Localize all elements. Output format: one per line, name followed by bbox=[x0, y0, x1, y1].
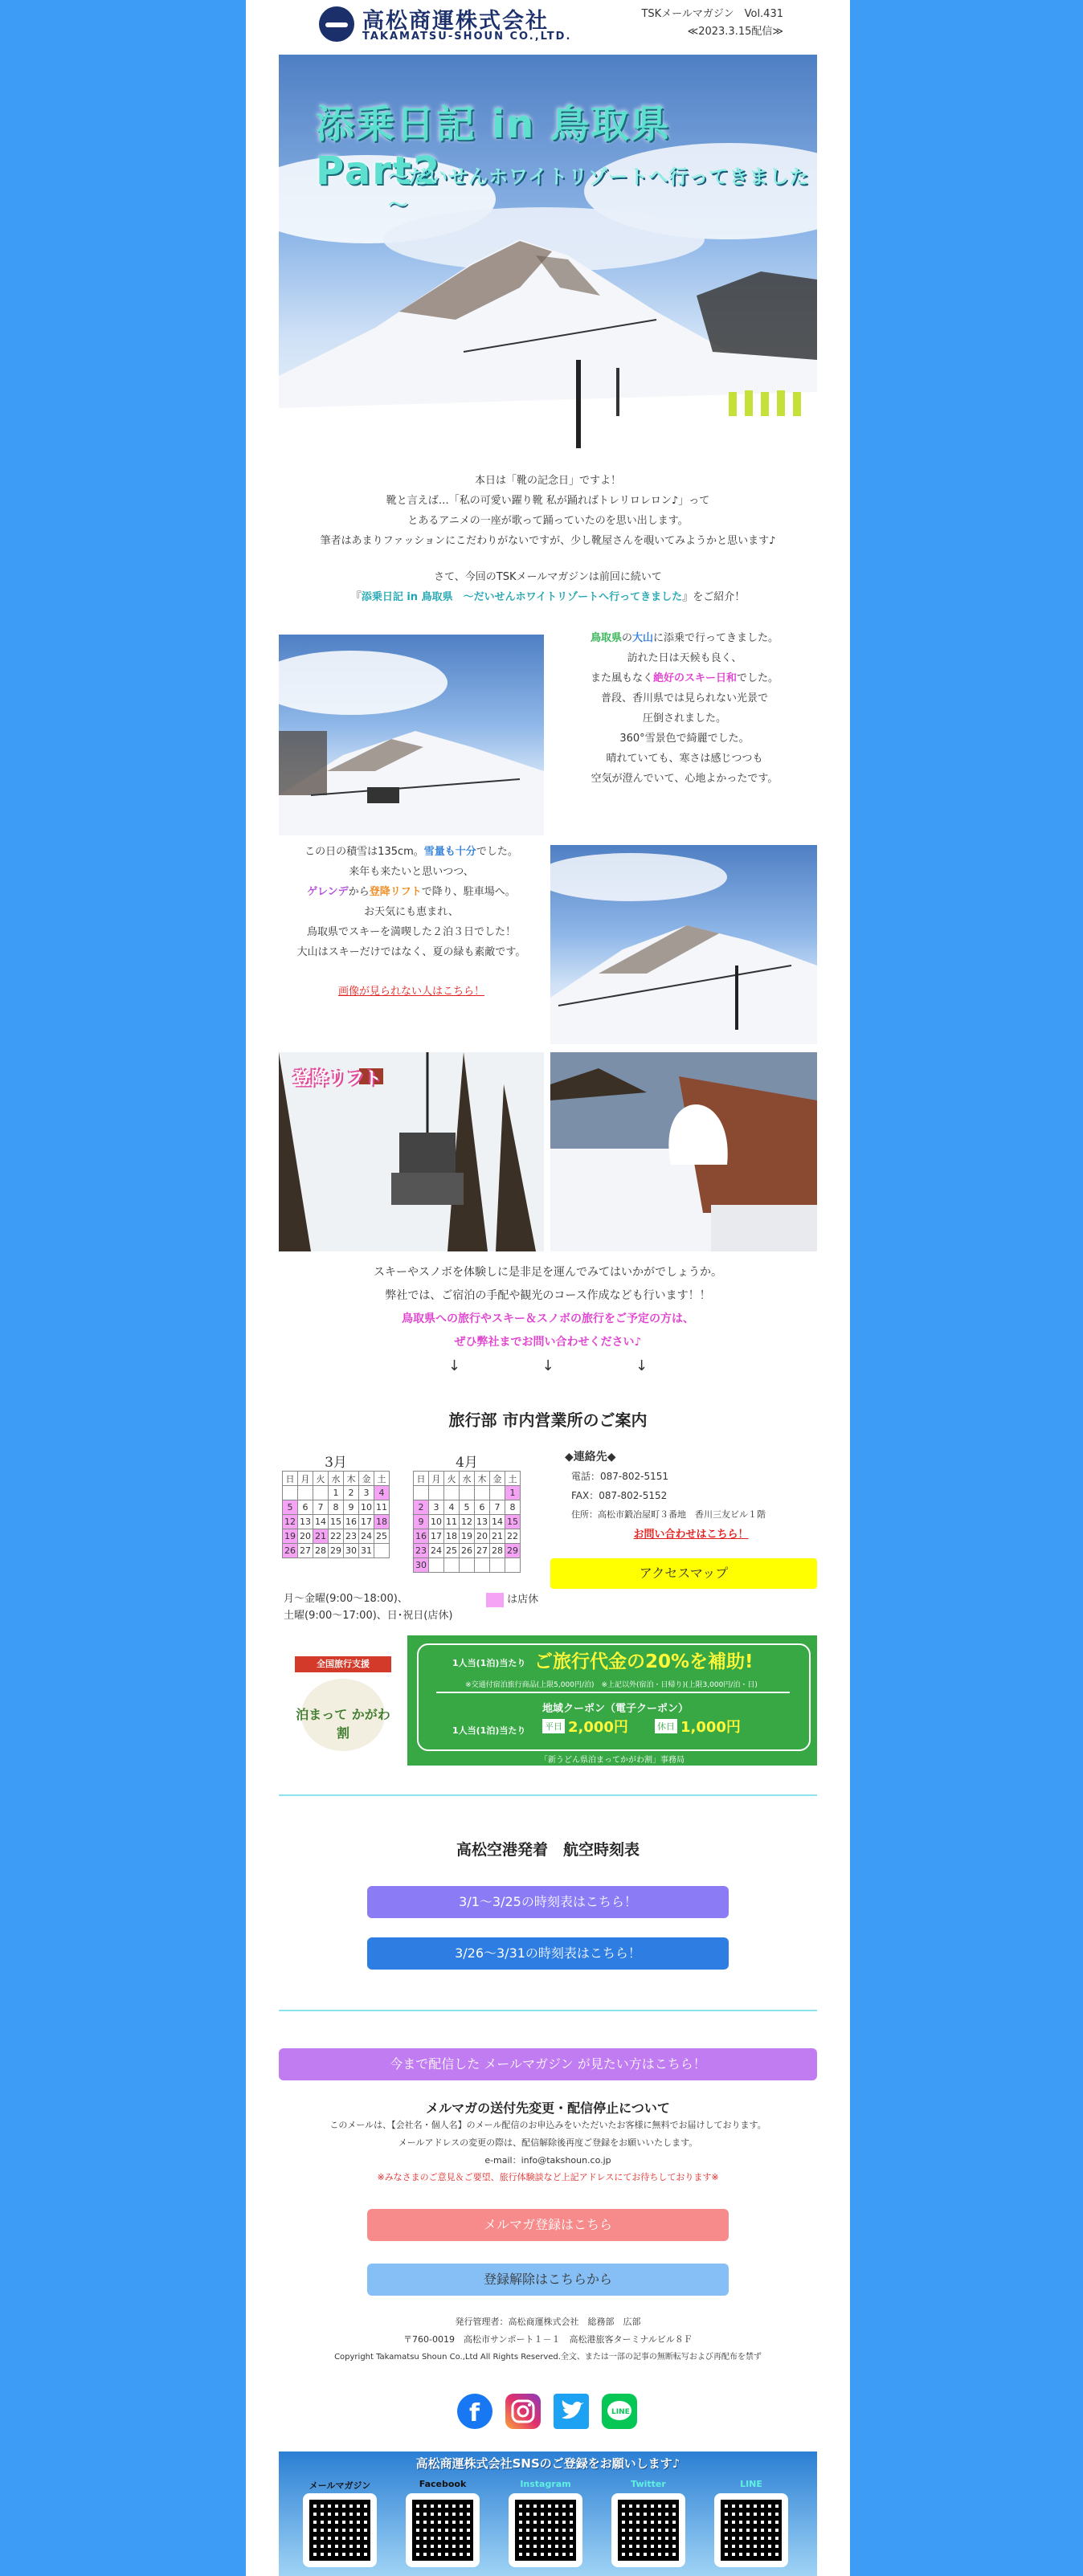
calendar-day: 20 bbox=[475, 1529, 490, 1544]
calendar-day: 29 bbox=[329, 1544, 344, 1558]
weekday-header: 水 bbox=[460, 1472, 475, 1486]
calendar-day bbox=[298, 1486, 313, 1500]
photo-lift-ride bbox=[279, 1052, 544, 1251]
block1-text: 鳥取県の大山に添乗で行ってきました。 訪れた日は天候も良く、 また風もなく絶好のスキー日和でした。 普段、香川県では見られない光景で 圧倒されました。 360°雪景色で綺麗でした。 晴れていても、寒さは感じつつも 空気が澄んでいて、心地よかったです。 bbox=[590, 632, 779, 785]
calendar-day: 21 bbox=[490, 1529, 505, 1544]
calendar-day: 14 bbox=[490, 1515, 505, 1529]
calendar-day: 21 bbox=[313, 1529, 329, 1544]
calendar-day: 23 bbox=[344, 1529, 359, 1544]
weekday-header: 土 bbox=[505, 1472, 521, 1486]
calendar-day: 16 bbox=[344, 1515, 359, 1529]
weekday-header: 水 bbox=[329, 1472, 344, 1486]
image-fallback-link[interactable]: 画像が見られない人はこちら！ bbox=[337, 986, 484, 998]
contact-email: e-mail：info@takshoun.co.jp bbox=[484, 2155, 611, 2166]
hero-subtitle: ～だいせんホワイトリゾートへ行ってきました～ bbox=[388, 165, 810, 216]
weekday-header: 木 bbox=[475, 1472, 490, 1486]
contact-info: ◆連絡先◆ 電話：087-802-5151 FAX：087-802-5152 住所：高松市鍛冶屋町３番地 香川三友ビル１階 お問い合わせはこちら！ bbox=[565, 1451, 766, 1541]
calendar-day: 4 bbox=[444, 1500, 460, 1515]
calendar-day bbox=[444, 1486, 460, 1500]
campaign-headline: ご旅行代金の20%を補助! bbox=[534, 1651, 754, 1672]
office-title: 旅行部 市内営業所のご案内 bbox=[448, 1410, 648, 1430]
twitter-icon[interactable] bbox=[554, 2394, 589, 2429]
calendar-day bbox=[460, 1486, 475, 1500]
article-title-highlight: 添乗日記 in 鳥取県 ～だいせんホワイトリゾートへ行ってきました bbox=[361, 591, 683, 603]
calendar-day: 8 bbox=[505, 1500, 521, 1515]
newsletter-register-button[interactable]: メルマガ登録はこちら bbox=[367, 2209, 729, 2241]
section-divider bbox=[279, 1794, 817, 1796]
intro-text bbox=[279, 471, 817, 607]
intro-line: 筆者はあまりファッションにこだわりがないですが、少し靴屋さんを覗いてみようかと思います♪ bbox=[320, 535, 776, 547]
timetable-button-early[interactable]: 3/1～3/25の時刻表はこちら！ bbox=[367, 1886, 729, 1918]
calendar-day: 17 bbox=[429, 1529, 444, 1544]
calendar-day: 6 bbox=[298, 1500, 313, 1515]
arrow-row: ↓ ↓ ↓ bbox=[448, 1357, 648, 1374]
calendar-day: 23 bbox=[414, 1544, 429, 1558]
calendar-day: 7 bbox=[313, 1500, 329, 1515]
weekday-header: 火 bbox=[313, 1472, 329, 1486]
svg-text:f: f bbox=[469, 2399, 480, 2427]
intro-line: さて、今回のTSKメールマガジンは前回に続いて bbox=[434, 571, 662, 583]
calendar-day: 28 bbox=[313, 1544, 329, 1558]
calendar-day bbox=[374, 1544, 390, 1558]
qr-label: Facebook bbox=[419, 2479, 467, 2489]
calendar-day: 10 bbox=[429, 1515, 444, 1529]
calendar-day bbox=[429, 1558, 444, 1573]
calendar-day: 22 bbox=[505, 1529, 521, 1544]
calendar-day: 26 bbox=[283, 1544, 298, 1558]
calendar-day: 18 bbox=[444, 1529, 460, 1544]
sns-banner bbox=[279, 2451, 817, 2576]
block2-text: この日の積雪は135cm。雪量も十分でした。 来年も来たいと思いつつ、 ゲレンデから登降リフトで降り、駐車場へ。 お天気にも恵まれ、 鳥取県でスキーを満喫した２泊３日でした！ 大山はスキーだけではなく、夏の緑も素敵です。 画像が見られない人はこちら！ bbox=[296, 846, 526, 998]
qr-code[interactable] bbox=[303, 2493, 377, 2567]
calendar-day: 15 bbox=[505, 1515, 521, 1529]
calendar-day: 1 bbox=[329, 1486, 344, 1500]
campaign-banner[interactable]: 1人当(1泊)当たり ご旅行代金の20%を補助! ※交通付宿泊旅行商品(上限5,000円/泊) ※上記以外(宿泊・日帰り)(上限3,000円/泊・日) 地域クーポン（電子クーポン） 1人当(1泊)当たり 平日 2,000円 休日 1,000円 「新うどん県泊まってかがわ割」事務局 bbox=[407, 1635, 817, 1766]
calendar-april-grid bbox=[413, 1471, 521, 1573]
calendar-day: 16 bbox=[414, 1529, 429, 1544]
calendar-day: 4 bbox=[374, 1486, 390, 1500]
calendar-day: 14 bbox=[313, 1515, 329, 1529]
qr-label: Instagram bbox=[520, 2479, 571, 2489]
magazine-volume: TSKメールマガジン Vol.431 bbox=[641, 8, 783, 20]
calendar-day: 3 bbox=[429, 1500, 444, 1515]
calendar-march-title: 3月 bbox=[325, 1455, 347, 1471]
calendar-day: 31 bbox=[359, 1544, 374, 1558]
qr-code[interactable] bbox=[714, 2493, 788, 2567]
company-logo-icon bbox=[319, 6, 354, 42]
calendar-day: 18 bbox=[374, 1515, 390, 1529]
photo-ski-slope bbox=[279, 635, 544, 835]
calendar-day: 26 bbox=[460, 1544, 475, 1558]
photo-lodge bbox=[550, 1052, 817, 1251]
calendar-day: 11 bbox=[444, 1515, 460, 1529]
timetable-button-late[interactable]: 3/26～3/31の時刻表はこちら！ bbox=[367, 1937, 729, 1970]
company-name-en: TAKAMATSU-SHOUN CO.,LTD. bbox=[362, 31, 572, 43]
intro-line: 本日は「靴の記念日」ですよ！ bbox=[474, 475, 621, 487]
mail-page bbox=[246, 0, 850, 2576]
sns-banner-title: 高松商運株式会社SNSのご登録をお願いします♪ bbox=[415, 2456, 680, 2471]
line-icon[interactable] bbox=[602, 2394, 637, 2429]
calendar-day: 30 bbox=[344, 1544, 359, 1558]
weekday-header: 土 bbox=[374, 1472, 390, 1486]
weekday-header: 日 bbox=[283, 1472, 298, 1486]
section-divider bbox=[279, 2010, 817, 2011]
calendar-day bbox=[475, 1486, 490, 1500]
weekday-header: 月 bbox=[298, 1472, 313, 1486]
calendar-day: 3 bbox=[359, 1486, 374, 1500]
calendar-day: 27 bbox=[475, 1544, 490, 1558]
newsletter-cancel-button[interactable]: 登録解除はこちらから bbox=[367, 2264, 729, 2296]
calendar-april bbox=[413, 1451, 521, 1573]
calendar-day: 28 bbox=[490, 1544, 505, 1558]
calendar-day: 6 bbox=[475, 1500, 490, 1515]
magazine-date: ≪2023.3.15配信≫ bbox=[687, 26, 783, 38]
qr-label: LINE bbox=[740, 2479, 762, 2489]
closed-legend: は店休 bbox=[486, 1590, 538, 1607]
footer: 発行管理者：高松商運株式会社 総務部 広部 〒760-0019 高松市サンポート１－１ 高松港旅客ターミナルビル８Ｆ Copyright Takamatsu Shoun Co.,Ltd All Rights Reserved.全文、または一部の記事の無断転写および再配布を禁ず bbox=[334, 2317, 762, 2362]
calendar-day: 12 bbox=[460, 1515, 475, 1529]
campaign-badge-main: 泊まって かがわ割 bbox=[296, 1707, 390, 1741]
calendar-day: 12 bbox=[283, 1515, 298, 1529]
calendar-day: 1 bbox=[505, 1486, 521, 1500]
closing-text: スキーやスノボを体験しに是非足を運んでみてはいかがでしょうか。 弊社では、ご宿泊の手配や観光のコース作成なども行います！！ 鳥取県への旅行やスキー＆スノボの旅行をご予定の方は、 ぜひ弊社までお問い合わせください♪ ↓ ↓ ↓ bbox=[279, 1261, 817, 1378]
intro-line: とあるアニメの一座が歌って踊っていたのを思い出します。 bbox=[407, 515, 689, 527]
flights-title: 高松空港発着 航空時刻表 bbox=[456, 1841, 640, 1859]
qr-code[interactable] bbox=[509, 2493, 582, 2567]
qr-label: メールマガジン bbox=[309, 2480, 371, 2491]
weekday-header: 金 bbox=[490, 1472, 505, 1486]
calendar-day: 5 bbox=[460, 1500, 475, 1515]
qr-code[interactable] bbox=[406, 2493, 480, 2567]
calendar-day: 15 bbox=[329, 1515, 344, 1529]
calendar-day bbox=[505, 1558, 521, 1573]
calendar-day: 24 bbox=[359, 1529, 374, 1544]
calendar-day bbox=[313, 1486, 329, 1500]
hero-image bbox=[279, 55, 817, 458]
company-name-jp: 高松商運株式会社 bbox=[362, 9, 549, 34]
calendar-day: 9 bbox=[414, 1515, 429, 1529]
calendar-day: 19 bbox=[283, 1529, 298, 1544]
calendar-day bbox=[283, 1486, 298, 1500]
calendar-day: 11 bbox=[374, 1500, 390, 1515]
calendar-march-grid bbox=[282, 1471, 390, 1558]
facebook-icon[interactable] bbox=[457, 2394, 492, 2429]
campaign-badge-title: 全国旅行支援 bbox=[295, 1656, 391, 1672]
calendar-day: 27 bbox=[298, 1544, 313, 1558]
weekday-header: 月 bbox=[429, 1472, 444, 1486]
calendar-day bbox=[444, 1558, 460, 1573]
intro-line: 靴と言えば…「私の可愛い躍り靴 私が踊ればトレリロレロン♪」って bbox=[386, 495, 710, 507]
calendar-day: 29 bbox=[505, 1544, 521, 1558]
hero-title: 添乗日記 in 鳥取県 Part2 bbox=[316, 102, 712, 194]
weekday-header: 木 bbox=[344, 1472, 359, 1486]
unsubscribe-info: メルマガの送付先変更・配信停止について このメールは、【会社名・個人名】のメール配信のお申込みをいただいたお客様に無料でお届けしております。 メールアドレスの変更の際は、配信解除後再度ご登録をお願いいたします。 e-mail：info@takshoun.co.jp ※みなさまのご意見＆ご要望、旅行体験談など上記アドレスにてお待ちしております※ bbox=[279, 2098, 817, 2186]
closed-swatch bbox=[486, 1593, 504, 1607]
calendar-day: 25 bbox=[444, 1544, 460, 1558]
calendar-day: 5 bbox=[283, 1500, 298, 1515]
calendar-day: 9 bbox=[344, 1500, 359, 1515]
calendar-day: 19 bbox=[460, 1529, 475, 1544]
access-map-button[interactable]: アクセスマップ bbox=[550, 1558, 817, 1589]
calendar-day: 30 bbox=[414, 1558, 429, 1573]
calendar-day: 13 bbox=[298, 1515, 313, 1529]
calendar-day: 22 bbox=[329, 1529, 344, 1544]
calendar-day bbox=[414, 1486, 429, 1500]
calendar-day bbox=[429, 1486, 444, 1500]
weekday-header: 火 bbox=[444, 1472, 460, 1486]
calendar-day: 8 bbox=[329, 1500, 344, 1515]
calendar-day: 2 bbox=[414, 1500, 429, 1515]
inquiry-link[interactable]: お問い合わせはこちら！ bbox=[633, 1529, 749, 1541]
instagram-icon[interactable] bbox=[505, 2394, 541, 2429]
calendar-march bbox=[282, 1451, 390, 1558]
calendar-day: 17 bbox=[359, 1515, 374, 1529]
qr-code[interactable] bbox=[611, 2493, 685, 2567]
photo-lift-slope bbox=[550, 845, 817, 1044]
calendar-day: 25 bbox=[374, 1529, 390, 1544]
calendar-day: 10 bbox=[359, 1500, 374, 1515]
calendar-day: 20 bbox=[298, 1529, 313, 1544]
calendar-april-title: 4月 bbox=[456, 1455, 478, 1471]
office-hours: 月～金曜(9:00～18:00)、 土曜(9:00～17:00)、日･祝日(店休) bbox=[284, 1593, 453, 1622]
calendar-day bbox=[475, 1558, 490, 1573]
lift-photo-label: 登降リフト bbox=[293, 1069, 382, 1089]
svg-text:LINE: LINE bbox=[611, 2408, 630, 2416]
calendar-day: 2 bbox=[344, 1486, 359, 1500]
intro-highlight-line: 『添乗日記 in 鳥取県 ～だいせんホワイトリゾートへ行ってきました』をご紹介！ bbox=[350, 591, 746, 603]
calendar-day bbox=[490, 1486, 505, 1500]
archive-button[interactable]: 今まで配信した メールマガジン が見たい方はこちら！ bbox=[279, 2048, 817, 2080]
calendar-day: 13 bbox=[475, 1515, 490, 1529]
campaign-badge bbox=[279, 1635, 407, 1764]
weekday-header: 日 bbox=[414, 1472, 429, 1486]
calendar-day: 24 bbox=[429, 1544, 444, 1558]
calendar-day: 7 bbox=[490, 1500, 505, 1515]
weekday-header: 金 bbox=[359, 1472, 374, 1486]
calendar-day bbox=[460, 1558, 475, 1573]
qr-label: Twitter bbox=[631, 2479, 666, 2489]
calendar-day bbox=[490, 1558, 505, 1573]
header bbox=[279, 0, 817, 51]
